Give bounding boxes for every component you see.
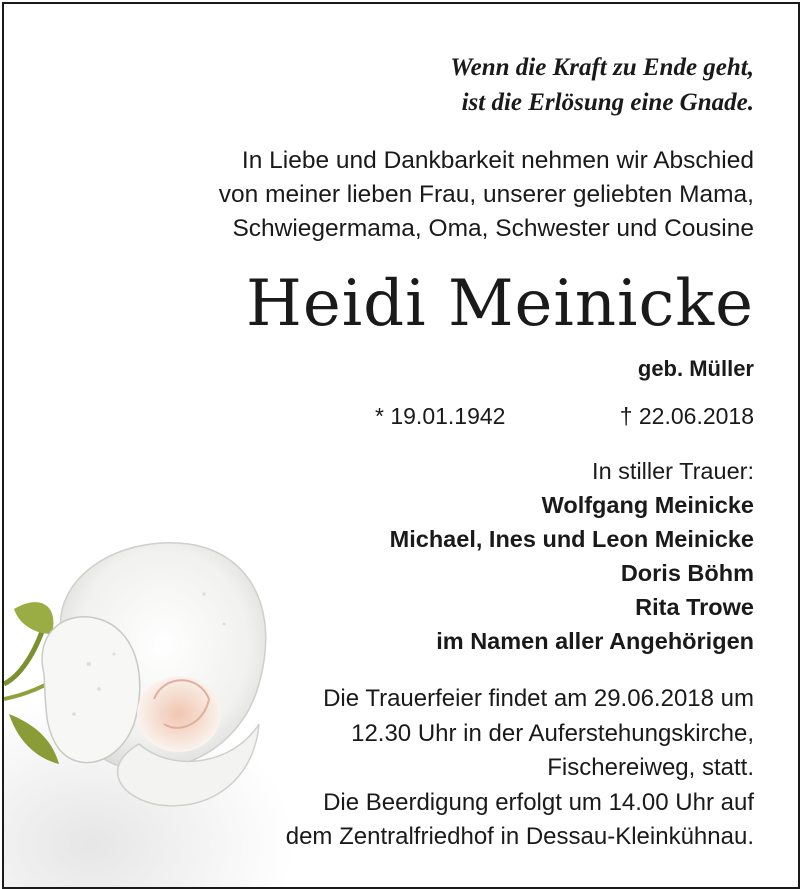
motto-line: ist die Erlösung eine Gnade. [461,89,754,116]
funeral-service-info [286,682,754,855]
mourner-name: Doris Böhm [620,560,754,586]
mourner-name: Wolfgang Meinicke [541,492,754,518]
service-line: Fischereiweg, statt. [547,754,754,781]
death-date: † 22.06.2018 [619,403,754,429]
birth-date: * 19.01.1942 [375,403,506,429]
service-line: Die Trauerfeier findet am 29.06.2018 um [323,685,754,712]
birth-name: geb. Müller [637,356,754,381]
intro-line: Schwiegermama, Oma, Schwester und Cousine [232,215,754,242]
intro-line: In Liebe und Dankbarkeit nehmen wir Abschied [241,147,754,174]
obituary-card [2,2,800,889]
mourners-heading: In stiller Trauer: [592,458,754,484]
motto-line: Wenn die Kraft zu Ende geht, [450,54,754,81]
farewell-intro [219,144,754,246]
mourner-name: Michael, Ines und Leon Meinicke [389,526,754,552]
service-line: dem Zentralfriedhof in Dessau-Kleinkühnau. [285,823,754,850]
life-dates [354,400,754,432]
service-line: 12.30 Uhr in der Auferstehungskirche, [351,719,754,747]
mourner-name: im Namen aller Angehörigen [436,628,754,654]
mourners-list [390,454,754,658]
motto-verse [450,50,754,120]
white-rose-image [4,524,294,887]
intro-line: von meiner lieben Frau, unserer geliebten Mama, [218,181,754,208]
deceased-name: Heidi Meinicke [246,267,754,341]
service-line: Die Beerdigung erfolgt um 14.00 Uhr auf [323,788,754,816]
mourner-name: Rita Trowe [635,594,754,620]
